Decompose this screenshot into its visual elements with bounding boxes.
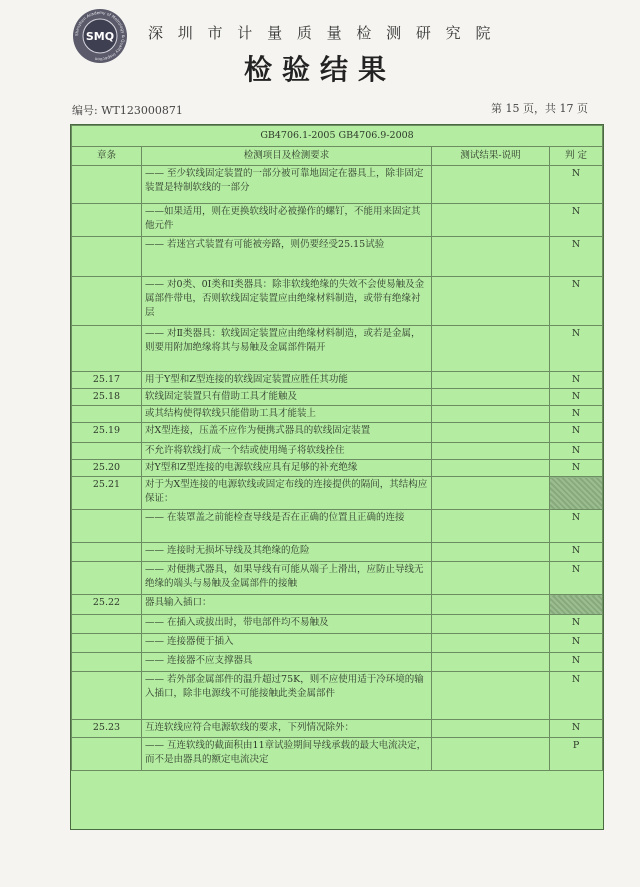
requirement-cell: —— 对便携式器具，如果导线有可能从端子上滑出，应防止导线无绝缘的端头与易触及金属部件的接触: [142, 562, 432, 595]
report-header: [0, 0, 640, 120]
table-row: [72, 166, 603, 204]
result-cell: [432, 615, 550, 634]
table-row: [72, 423, 603, 443]
clause-cell: [72, 634, 142, 653]
requirement-cell: —— 若迷宫式装置有可能被旁路，则仍要经受25.15试验: [142, 237, 432, 277]
column-header-result: 测试结果-说明: [432, 147, 550, 166]
column-header-requirement: 检测项目及检测要求: [142, 147, 432, 166]
verdict-cell: [550, 477, 603, 510]
clause-cell: 25.22: [72, 595, 142, 615]
table-row: [72, 543, 603, 562]
table-row: [72, 477, 603, 510]
clause-cell: [72, 510, 142, 543]
requirement-cell: 对Y型和Z型连接的电源软线应具有足够的补充绝缘: [142, 460, 432, 477]
table-row: [72, 672, 603, 720]
requirement-cell: —— 在插入或拔出时，带电部件均不易触及: [142, 615, 432, 634]
verdict-cell: N: [550, 204, 603, 237]
column-header-clause: 章条: [72, 147, 142, 166]
verdict-cell: N: [550, 720, 603, 738]
requirement-cell: —— 对0类、0Ⅰ类和Ⅰ类器具：除非软线绝缘的失效不会使易触及金属部件带电，否则软线固定装置应由绝缘材料制造，或带有绝缘衬层: [142, 277, 432, 326]
requirement-cell: —— 至少软线固定装置的一部分被可靠地固定在器具上，除非固定装置是特制软线的一部分: [142, 166, 432, 204]
verdict-cell: N: [550, 423, 603, 443]
clause-cell: [72, 738, 142, 771]
requirement-cell: 对于为X型连接的电源软线或固定布线的连接提供的隔间，其结构应保证：: [142, 477, 432, 510]
standard-reference: GB4706.1-2005 GB4706.9-2008: [72, 126, 603, 147]
result-cell: [432, 460, 550, 477]
report-serial-number: 编号: WT123000871: [72, 104, 183, 117]
svg-text:SMQ: SMQ: [85, 30, 115, 43]
table-row: [72, 443, 603, 460]
clause-cell: [72, 562, 142, 595]
clause-cell: [72, 615, 142, 634]
table-row: [72, 372, 603, 389]
requirement-cell: 互连软线应符合电源软线的要求，下列情况除外：: [142, 720, 432, 738]
verdict-cell: N: [550, 277, 603, 326]
requirement-cell: 器具输入插口：: [142, 595, 432, 615]
result-cell: [432, 510, 550, 543]
result-cell: [432, 720, 550, 738]
verdict-cell: N: [550, 443, 603, 460]
result-cell: [432, 372, 550, 389]
table-row: [72, 204, 603, 237]
verdict-cell: N: [550, 615, 603, 634]
requirement-cell: 或其结构使得软线只能借助工具才能装上: [142, 406, 432, 423]
table-row: [72, 595, 603, 615]
result-cell: [432, 653, 550, 672]
verdict-cell: N: [550, 237, 603, 277]
table-row: [72, 389, 603, 406]
verdict-cell: N: [550, 543, 603, 562]
verdict-cell: N: [550, 634, 603, 653]
result-cell: [432, 443, 550, 460]
result-cell: [432, 326, 550, 372]
page-title: 检验结果: [243, 53, 396, 86]
table-body: [72, 166, 603, 771]
requirement-cell: —— 在装罩盖之前能检查导线是否在正确的位置且正确的连接: [142, 510, 432, 543]
verdict-cell: N: [550, 460, 603, 477]
table-row: [72, 406, 603, 423]
clause-cell: [72, 653, 142, 672]
requirement-cell: —— 连接器便于插入: [142, 634, 432, 653]
clause-cell: 25.18: [72, 389, 142, 406]
table-row: [72, 326, 603, 372]
result-cell: [432, 406, 550, 423]
requirement-cell: 软线固定装置只有借助工具才能触及: [142, 389, 432, 406]
verdict-cell: N: [550, 510, 603, 543]
verdict-cell: [550, 595, 603, 615]
clause-cell: [72, 672, 142, 720]
result-cell: [432, 389, 550, 406]
requirement-cell: ——如果适用，则在更换软线时必被操作的螺钉，不能用来固定其他元件: [142, 204, 432, 237]
column-header-verdict: 判 定: [550, 147, 603, 166]
requirement-cell: 对X型连接，压盖不应作为便携式器具的软线固定装置: [142, 423, 432, 443]
result-cell: [432, 562, 550, 595]
result-cell: [432, 166, 550, 204]
table-row: [72, 634, 603, 653]
clause-cell: 25.23: [72, 720, 142, 738]
requirement-cell: —— 对Ⅱ类器具：软线固定装置应由绝缘材料制造，或若是金属，则要用附加绝缘将其与易触及金属部件隔开: [142, 326, 432, 372]
requirement-cell: —— 连接器不应支撑器具: [142, 653, 432, 672]
table-row: [72, 460, 603, 477]
table-row: [72, 738, 603, 771]
result-sheet: [70, 124, 604, 830]
organization-name: 深 圳 市 计 量 质 量 检 测 研 究 院: [148, 24, 496, 42]
verdict-cell: N: [550, 406, 603, 423]
verdict-cell: N: [550, 389, 603, 406]
page-number: 第 15 页，共 17 页: [491, 102, 588, 115]
result-cell: [432, 423, 550, 443]
result-cell: [432, 204, 550, 237]
clause-cell: 25.19: [72, 423, 142, 443]
verdict-cell: N: [550, 562, 603, 595]
clause-cell: [72, 237, 142, 277]
table-row: [72, 615, 603, 634]
result-cell: [432, 738, 550, 771]
svg-text:Shenzhen Academy of Metrology: Shenzhen Academy of Metrology & Quality Inspection: [73, 9, 127, 63]
verdict-cell: P: [550, 738, 603, 771]
result-cell: [432, 477, 550, 510]
clause-cell: [72, 277, 142, 326]
result-table: [71, 125, 603, 771]
result-cell: [432, 543, 550, 562]
requirement-cell: —— 若外部金属部件的温升超过75K，则不应使用适于冷环境的输入插口，除非电源线不可能接触此类金属部件: [142, 672, 432, 720]
table-row: [72, 277, 603, 326]
table-row: [72, 562, 603, 595]
clause-cell: [72, 204, 142, 237]
table-row: [72, 237, 603, 277]
clause-cell: 25.17: [72, 372, 142, 389]
clause-cell: [72, 443, 142, 460]
requirement-cell: 不允许将软线打成一个结或使用绳子将软线拴住: [142, 443, 432, 460]
requirement-cell: —— 连接时无损坏导线及其绝缘的危险: [142, 543, 432, 562]
verdict-cell: N: [550, 653, 603, 672]
result-cell: [432, 672, 550, 720]
result-cell: [432, 237, 550, 277]
verdict-cell: N: [550, 672, 603, 720]
verdict-cell: N: [550, 166, 603, 204]
requirement-cell: 用于Y型和Z型连接的软线固定装置应胜任其功能: [142, 372, 432, 389]
result-cell: [432, 595, 550, 615]
clause-cell: 25.20: [72, 460, 142, 477]
verdict-cell: N: [550, 372, 603, 389]
clause-cell: [72, 326, 142, 372]
clause-cell: [72, 543, 142, 562]
clause-cell: [72, 166, 142, 204]
table-row: [72, 510, 603, 543]
verdict-cell: N: [550, 326, 603, 372]
result-cell: [432, 277, 550, 326]
result-cell: [432, 634, 550, 653]
table-row: [72, 720, 603, 738]
clause-cell: [72, 406, 142, 423]
clause-cell: 25.21: [72, 477, 142, 510]
requirement-cell: —— 互连软线的截面积由11章试验期间导线承载的最大电流决定，而不是由器具的额定电流决定: [142, 738, 432, 771]
table-row: [72, 653, 603, 672]
